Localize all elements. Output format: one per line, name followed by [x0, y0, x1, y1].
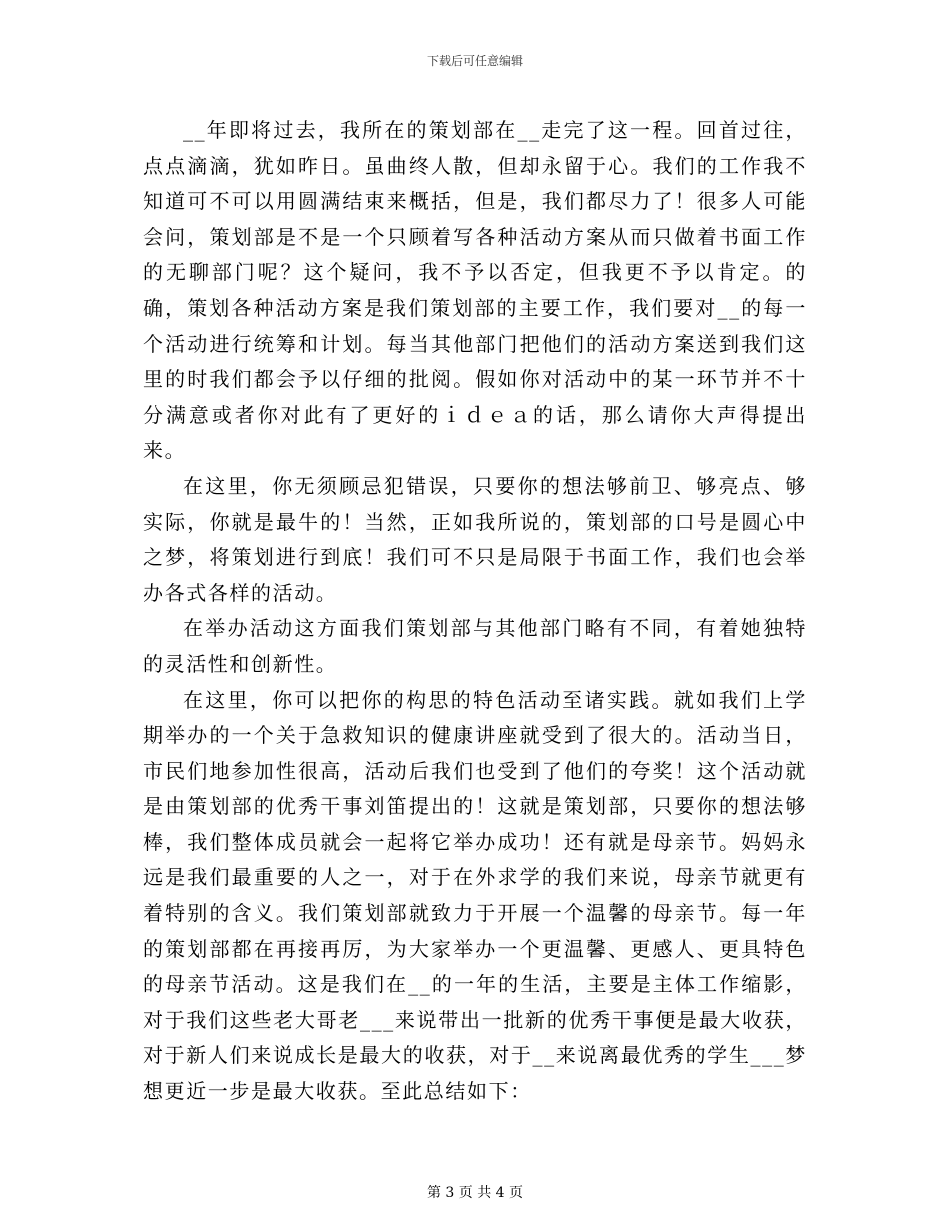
paragraph: 在这里，你无须顾忌犯错误，只要你的想法够前卫、够亮点、够实际，你就是最牛的！当然，正如我所说的，策划部的口号是圆心中之梦，将策划进行到底！我们可不只是局限于书面工作，我们也会举办各式各样的活动。 [143, 473, 807, 605]
paragraph: 在这里，你可以把你的构思的特色活动至诸实践。就如我们上学期举办的一个关于急救知识的健康讲座就受到了很大的。活动当日，市民们地参加性很高，活动后我们也受到了他们的夸奖！这个活动就是由策划部的优秀干事刘笛提出的！这就是策划部，只要你的想法够棒，我们整体成员就会一起将它举办成功！还有就是母亲节。妈妈永远是我们最重要的人之一，对于在外求学的我们来说，母亲节就更有着特别的含义。我们策划部就致力于开展一个温馨的母亲节。每一年的策划部都在再接再厉，为大家举办一个更温馨、更感人、更具特色的母亲节活动。这是我们在__的一年的生活，主要是主体工作缩影，对于我们这些老大哥老___来说带出一批新的优秀干事便是最大收获，对于新人们来说成长是最大的收获，对于__来说离最优秀的学生___梦想更近一步是最大收获。至此总结如下： [143, 687, 807, 1104]
document-body [143, 113, 807, 1110]
paragraph: 在举办活动这方面我们策划部与其他部门略有不同，有着她独特的灵活性和创新性。 [143, 616, 807, 676]
page-footer: 第 3 页 共 4 页 [426, 1185, 524, 1201]
page-header: 下载后可任意编辑 [426, 54, 523, 68]
paragraph: __年即将过去，我所在的策划部在__走完了这一程。回首过往，点点滴滴，犹如昨日。虽曲终人散，但却永留于心。我们的工作我不知道可不可以用圆满结束来概括，但是，我们都尽力了！很多人可能会问，策划部是不是一个只顾着写各种活动方案从而只做着书面工作的无聊部门呢？这个疑问，我不予以否定，但我更不予以肯定。的确，策划各种活动方案是我们策划部的主要工作，我们要对__的每一个活动进行统筹和计划。每当其他部门把他们的活动方案送到我们这里的时我们都会予以仔细的批阅。假如你对活动中的某一环节并不十分满意或者你对此有了更好的ｉｄｅａ的话，那么请你大声得提出来。 [143, 118, 807, 463]
